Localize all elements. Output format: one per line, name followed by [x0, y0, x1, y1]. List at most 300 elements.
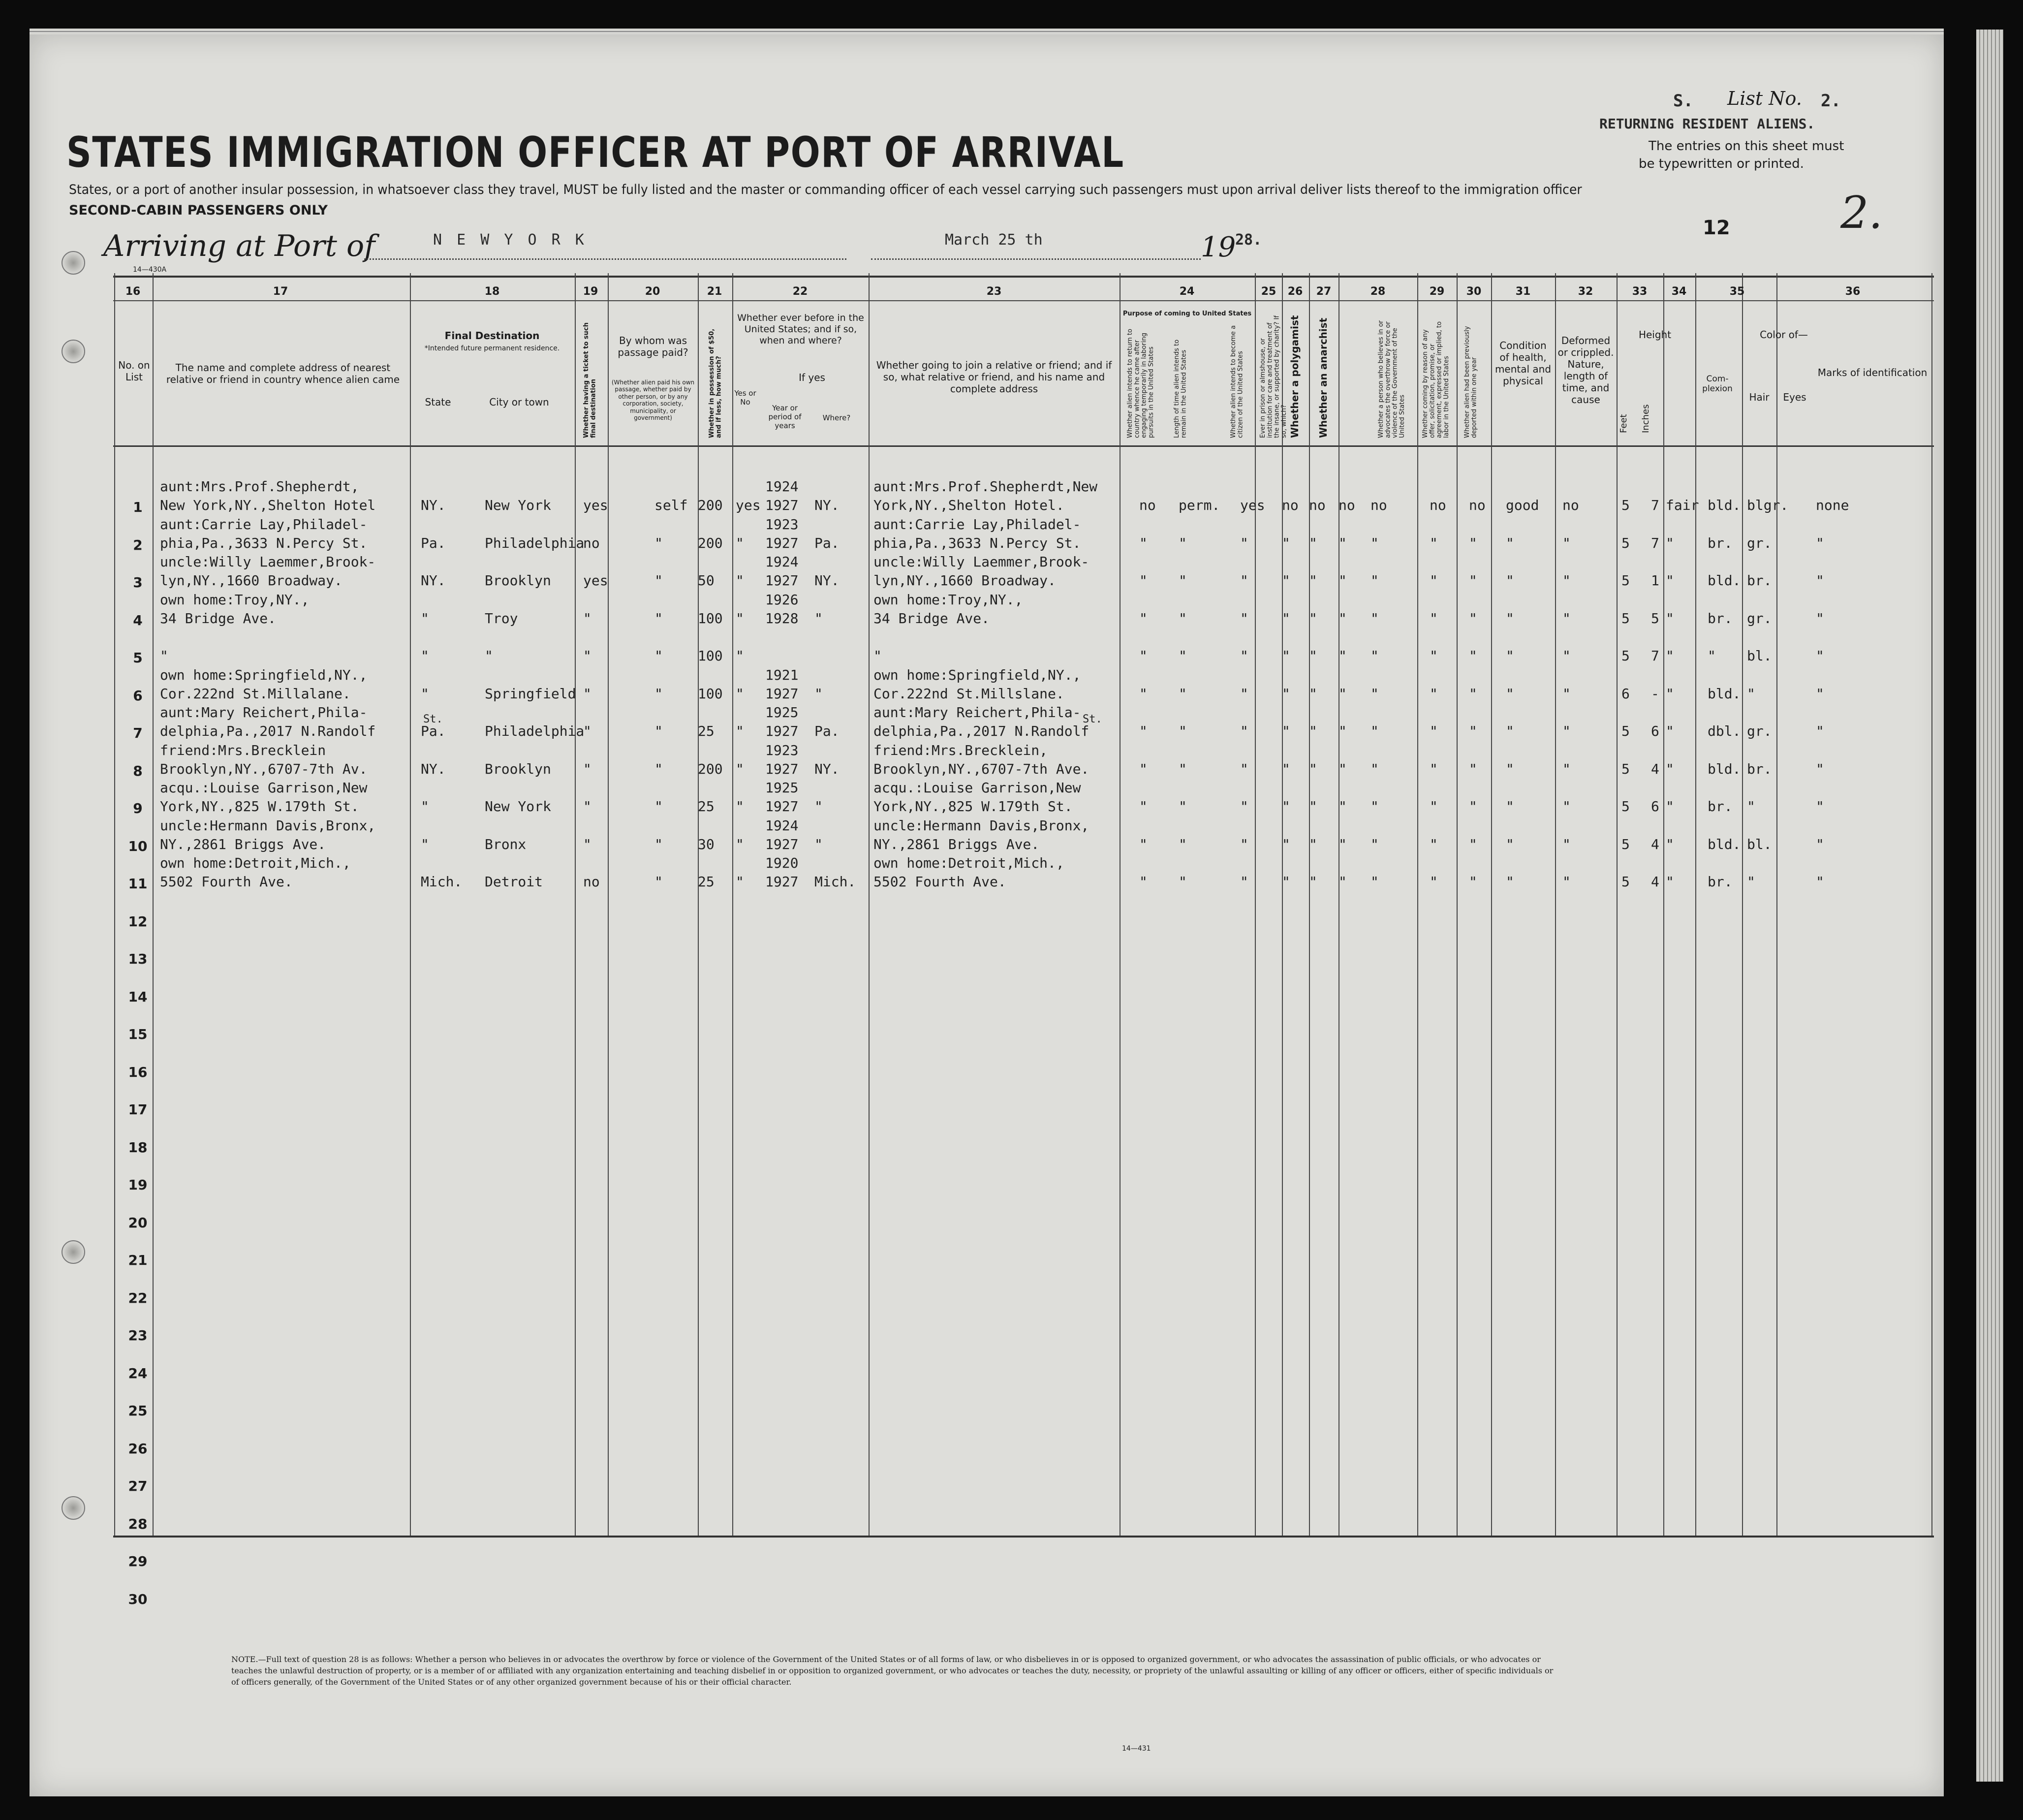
state-cell: NY.	[421, 572, 446, 589]
col-num: 29	[1429, 285, 1445, 298]
state-cell: "	[421, 648, 429, 664]
prison-cell: "	[1282, 723, 1290, 739]
feet-cell: 5	[1621, 534, 1630, 551]
purpose-return-cell: "	[1139, 685, 1148, 702]
contract-cell: "	[1430, 685, 1438, 702]
purpose-length-cell: "	[1179, 534, 1187, 551]
row-number: 19	[128, 1177, 148, 1193]
grid-col-line	[114, 273, 115, 1536]
header-where: Where?	[822, 413, 851, 422]
grid-col-line	[698, 273, 699, 1536]
year-to-cell: 1927	[765, 798, 799, 815]
paid-by-cell: "	[654, 723, 663, 739]
col-num: 32	[1578, 285, 1593, 298]
question28-cell: "	[1370, 648, 1379, 664]
date-underline	[871, 258, 1201, 260]
money-cell: 25	[698, 798, 715, 815]
year-value: 28.	[1235, 231, 1262, 249]
header-passage-note: (Whether alien paid his own passage, whether paid by other person, or by any corporation, society, municipality, or government)	[611, 379, 695, 421]
grid-col-line	[1417, 273, 1418, 1536]
purpose-length-cell: "	[1179, 648, 1187, 664]
hair-cell: bld.	[1708, 497, 1741, 513]
marks-cell: "	[1816, 685, 1824, 702]
state-cell: "	[421, 798, 429, 815]
health-cell: good	[1506, 497, 1539, 513]
row-number: 20	[128, 1214, 148, 1231]
deformed-cell: "	[1562, 610, 1571, 627]
row-number: 17	[128, 1101, 148, 1118]
polygamist-cell: "	[1309, 572, 1317, 589]
hair-cell: bld.	[1708, 760, 1741, 777]
hair-cell: bld.	[1708, 572, 1741, 589]
handwritten-mark: 2.	[1840, 187, 1883, 239]
join-line-1: friend:Mrs.Brecklein,	[873, 742, 1048, 758]
year-to-cell: 1927	[765, 497, 799, 513]
marks-cell: "	[1816, 610, 1824, 627]
col-num: 25	[1261, 285, 1276, 298]
inches-cell: 5	[1651, 610, 1659, 627]
hair-cell: "	[1708, 648, 1716, 664]
grid-col-line	[1931, 273, 1932, 1536]
year-to-cell: 1927	[765, 723, 799, 739]
state-cell: NY.	[421, 497, 446, 513]
header-no-on-list: No. on List	[118, 359, 150, 383]
ticket-cell: "	[583, 760, 591, 777]
purpose-citizen-cell: "	[1240, 572, 1248, 589]
date-value: March 25 th	[945, 231, 1043, 249]
row-number: 21	[128, 1252, 148, 1268]
paid-by-cell: "	[654, 648, 663, 664]
col-num: 33	[1632, 285, 1648, 298]
eyes-cell: br.	[1747, 760, 1772, 777]
deported-cell: "	[1469, 610, 1477, 627]
header-purpose-a: Whether alien intends to return to country whence he came after engaging temporarily in laboring pursuits in the United States	[1126, 329, 1155, 438]
complexion-cell: "	[1666, 760, 1674, 777]
purpose-citizen-cell: "	[1240, 723, 1248, 739]
feet-cell: 5	[1621, 723, 1630, 739]
marks-cell: none	[1816, 497, 1849, 513]
form-code-bottom: 14—431	[1122, 1745, 1151, 1753]
deported-cell: "	[1469, 760, 1477, 777]
paid-by-cell: "	[654, 610, 663, 627]
deformed-cell: "	[1562, 572, 1571, 589]
purpose-citizen-cell: "	[1240, 760, 1248, 777]
join-line-2: phia,Pa.,3633 N.Percy St.	[873, 534, 1081, 551]
row-number: 24	[128, 1365, 148, 1381]
join-line-2: NY.,2861 Briggs Ave.	[873, 836, 1040, 852]
row-number: 26	[128, 1440, 148, 1457]
header-ticket: Whether having a ticket to such final destination	[583, 322, 597, 438]
city-cell: "	[485, 648, 493, 664]
join-line-2: delphia,Pa.,2017 N.Randolf	[873, 723, 1089, 739]
page-stack-edge-right	[1976, 30, 2003, 1782]
city-cell: New York	[485, 497, 551, 513]
purpose-length-cell: "	[1179, 798, 1187, 815]
purpose-return-cell: "	[1139, 648, 1148, 664]
purpose-return-cell: "	[1139, 534, 1148, 551]
year-from-cell: 1921	[765, 666, 799, 683]
city-cell: Philadelphia	[485, 534, 585, 551]
where-cell: NY.	[814, 497, 840, 513]
purpose-citizen-cell: "	[1240, 874, 1248, 890]
state-cell: Pa.	[421, 534, 446, 551]
purpose-length-cell: "	[1179, 610, 1187, 627]
question28-cell: "	[1370, 723, 1379, 739]
col-num: 28	[1370, 285, 1386, 298]
page-title: STATES IMMIGRATION OFFICER AT PORT OF ARRIVAL	[66, 128, 1124, 177]
year-from-cell: 1923	[765, 516, 799, 533]
year-to-cell: 1927	[765, 760, 799, 777]
hair-cell: bld.	[1708, 685, 1741, 702]
polygamist-cell: "	[1309, 648, 1317, 664]
ticket-cell: "	[583, 723, 591, 739]
col-num: 34	[1671, 285, 1687, 298]
year-to-cell: 1927	[765, 685, 799, 702]
relative-line-2: New York,NY.,Shelton Hotel	[160, 497, 376, 513]
header-hair: Hair	[1749, 391, 1770, 403]
relative-line-1: acqu.:Louise Garrison,New	[160, 780, 368, 796]
relative-line-2: 5502 Fourth Ave.	[160, 874, 293, 890]
prison-cell: "	[1282, 610, 1290, 627]
row-number: 14	[128, 988, 148, 1005]
anarchist-cell: "	[1338, 685, 1347, 702]
polygamist-cell: no	[1309, 497, 1326, 513]
prison-cell: "	[1282, 874, 1290, 890]
purpose-return-cell: "	[1139, 723, 1148, 739]
year-to-cell: 1927	[765, 836, 799, 852]
col-num: 26	[1287, 285, 1303, 298]
money-cell: 100	[698, 648, 723, 664]
list-label: List No.	[1727, 88, 1802, 109]
eyes-cell: br.	[1747, 572, 1772, 589]
header-state: State	[425, 396, 451, 408]
complexion-cell: "	[1666, 572, 1674, 589]
join-line-2: "	[873, 648, 882, 664]
relative-line-1: own home:Detroit,Mich.,	[160, 855, 351, 871]
eyes-cell: bl.	[1747, 648, 1772, 664]
grid-col-line	[1309, 273, 1310, 1536]
port-underline	[364, 258, 846, 260]
money-cell: 100	[698, 610, 723, 627]
deported-cell: "	[1469, 534, 1477, 551]
complexion-cell: "	[1666, 798, 1674, 815]
col-num: 24	[1179, 285, 1195, 298]
deported-cell: no	[1469, 497, 1486, 513]
anarchist-cell: "	[1338, 836, 1347, 852]
question28-cell: "	[1370, 836, 1379, 852]
year-to-cell: 1927	[765, 572, 799, 589]
port-value: N E W Y O R K	[433, 231, 587, 249]
purpose-length-cell: "	[1179, 685, 1187, 702]
join-line-1: aunt:Carrie Lay,Philadel-	[873, 516, 1081, 533]
deformed-cell: "	[1562, 534, 1571, 551]
health-cell: "	[1506, 685, 1514, 702]
class-line: SECOND-CABIN PASSENGERS ONLY	[69, 203, 328, 218]
money-cell: 200	[698, 534, 723, 551]
deported-cell: "	[1469, 572, 1477, 589]
hair-cell: br.	[1708, 874, 1733, 890]
row-number: 16	[128, 1064, 148, 1080]
row-number: 6	[133, 687, 143, 704]
inches-cell: 4	[1651, 760, 1659, 777]
health-cell: "	[1506, 798, 1514, 815]
join-line-1: own home:Detroit,Mich.,	[873, 855, 1064, 871]
purpose-length-cell: "	[1179, 760, 1187, 777]
paid-by-cell: "	[654, 685, 663, 702]
join-line-1: aunt:Mary Reichert,Phila-	[873, 704, 1081, 721]
deported-cell: "	[1469, 798, 1477, 815]
row-number: 25	[128, 1403, 148, 1419]
grid-col-line	[608, 273, 609, 1536]
complexion-cell: "	[1666, 685, 1674, 702]
purpose-citizen-cell: "	[1240, 534, 1248, 551]
relative-line-2: 34 Bridge Ave.	[160, 610, 277, 627]
entries-note-2: be typewritten or printed.	[1639, 157, 1804, 171]
join-line-1: aunt:Mrs.Prof.Shepherdt,New	[873, 478, 1098, 495]
eyes-cell: "	[1747, 874, 1755, 890]
row-number: 18	[128, 1139, 148, 1156]
city-cell: Brooklyn	[485, 760, 551, 777]
binder-hole	[62, 1496, 85, 1520]
join-line-2: 5502 Fourth Ave.	[873, 874, 1006, 890]
hair-cell: br.	[1708, 610, 1733, 627]
yes-no-cell: "	[736, 798, 744, 815]
paid-by-cell: "	[654, 534, 663, 551]
header-contract: Whether coming by reason of any offer, solicitation, promise, or agreement, expressed or implied, to labor in the United States	[1422, 321, 1450, 438]
purpose-citizen-cell: "	[1240, 685, 1248, 702]
header-deported: Whether alien had been previously deported within one year	[1463, 326, 1478, 438]
col-num: 21	[707, 285, 722, 298]
purpose-length-cell: "	[1179, 836, 1187, 852]
state-cell: NY.	[421, 760, 446, 777]
anarchist-cell: "	[1338, 874, 1347, 890]
deformed-cell: "	[1562, 685, 1571, 702]
hair-cell: dbl.	[1708, 723, 1741, 739]
anarchist-cell: no	[1338, 497, 1355, 513]
yes-no-cell: "	[736, 534, 744, 551]
list-type: RETURNING RESIDENT ALIENS.	[1599, 116, 1815, 132]
row-number: 23	[128, 1327, 148, 1344]
complexion-cell: "	[1666, 836, 1674, 852]
join-line-1: own home:Springfield,NY.,	[873, 666, 1081, 683]
yes-no-cell: "	[736, 685, 744, 702]
inches-cell: 6	[1651, 798, 1659, 815]
paid-by-cell: self	[654, 497, 688, 513]
grid-body-line	[113, 445, 1934, 447]
deformed-cell: "	[1562, 874, 1571, 890]
money-cell: 25	[698, 723, 715, 739]
grid-col-line	[1695, 273, 1696, 1536]
inches-cell: 4	[1651, 836, 1659, 852]
purpose-return-cell: "	[1139, 798, 1148, 815]
contract-cell: "	[1430, 798, 1438, 815]
contract-cell: "	[1430, 572, 1438, 589]
header-if-yes: If yes	[799, 372, 825, 383]
health-cell: "	[1506, 874, 1514, 890]
feet-cell: 5	[1621, 798, 1630, 815]
header-yes-no: Yes or No	[734, 389, 756, 407]
health-cell: "	[1506, 610, 1514, 627]
anarchist-cell: "	[1338, 648, 1347, 664]
marks-cell: "	[1816, 648, 1824, 664]
binder-hole	[62, 1240, 85, 1264]
anarchist-cell: "	[1338, 610, 1347, 627]
grid-col-line	[1338, 273, 1339, 1536]
yes-no-cell: "	[736, 874, 744, 890]
money-cell: 100	[698, 685, 723, 702]
complexion-cell: "	[1666, 723, 1674, 739]
join-line-2: Cor.222nd St.Millslane.	[873, 685, 1064, 702]
state-cell: "	[421, 836, 429, 852]
inches-cell: 7	[1651, 534, 1659, 551]
grid-col-line	[575, 273, 576, 1536]
relative-line-1: uncle:Willy Laemmer,Brook-	[160, 554, 376, 570]
anarchist-cell: "	[1338, 534, 1347, 551]
purpose-length-cell: perm.	[1179, 497, 1220, 513]
row-number: 3	[133, 574, 143, 591]
year-to-cell: 1928	[765, 610, 799, 627]
grid-col-line	[1282, 273, 1283, 1536]
row-number: 8	[133, 762, 143, 779]
deformed-cell: "	[1562, 760, 1571, 777]
deformed-cell: "	[1562, 723, 1571, 739]
purpose-length-cell: "	[1179, 874, 1187, 890]
deformed-cell: "	[1562, 648, 1571, 664]
year-to-cell: 1927	[765, 534, 799, 551]
purpose-return-cell: "	[1139, 836, 1148, 852]
grid-col-line	[153, 273, 154, 1536]
feet-cell: 5	[1621, 648, 1630, 664]
join-line-1: own home:Troy,NY.,	[873, 591, 1023, 608]
inches-cell: 7	[1651, 497, 1659, 513]
header-question28: Whether a person who believes in or advocates the overthrow by force or violence of the Government of the United States	[1377, 320, 1406, 438]
arriving-label: Arriving at Port of	[103, 229, 375, 263]
ticket-cell: "	[583, 836, 591, 852]
header-eyes: Eyes	[1783, 391, 1806, 403]
sheet-number: 12	[1703, 217, 1730, 239]
ticket-cell: no	[583, 874, 600, 890]
entries-note-1: The entries on this sheet must	[1649, 139, 1844, 154]
manifest-sheet	[30, 34, 1944, 1796]
eyes-cell: bl.	[1747, 836, 1772, 852]
relative-line-2: York,NY.,825 W.179th St.	[160, 798, 359, 815]
health-cell: "	[1506, 723, 1514, 739]
complexion-cell: "	[1666, 610, 1674, 627]
relative-line-2: "	[160, 648, 168, 664]
city-cell: Brooklyn	[485, 572, 551, 589]
header-marks: Marks of identification	[1817, 367, 1928, 378]
header-final-destination: Final Destination	[444, 330, 540, 342]
col-num: 36	[1845, 285, 1861, 298]
ticket-cell: "	[583, 610, 591, 627]
yes-no-cell: "	[736, 572, 744, 589]
purpose-length-cell: "	[1179, 723, 1187, 739]
inches-cell: -	[1651, 685, 1659, 702]
yes-no-cell: "	[736, 760, 744, 777]
year-from-cell: 1923	[765, 742, 799, 758]
row-number: 15	[128, 1026, 148, 1042]
relative-line-1: own home:Springfield,NY.,	[160, 666, 368, 683]
inches-cell: 7	[1651, 648, 1659, 664]
where-cell: "	[814, 836, 823, 852]
year-from-cell: 1924	[765, 817, 799, 834]
where-cell: "	[814, 685, 823, 702]
inches-cell: 6	[1651, 723, 1659, 739]
col-num: 31	[1515, 285, 1531, 298]
row-number: 5	[133, 650, 143, 666]
prison-cell: "	[1282, 685, 1290, 702]
where-cell: Pa.	[814, 723, 840, 739]
year-from-cell: 1926	[765, 591, 799, 608]
city-cell: Bronx	[485, 836, 527, 852]
relative-line-1: uncle:Hermann Davis,Bronx,	[160, 817, 376, 834]
prison-cell: "	[1282, 836, 1290, 852]
row-number: 28	[128, 1515, 148, 1532]
grid-col-line	[1776, 273, 1777, 1536]
marks-cell: "	[1816, 572, 1824, 589]
relative-line-1: own home:Troy,NY.,	[160, 591, 310, 608]
inches-cell: 1	[1651, 572, 1659, 589]
ticket-cell: yes	[583, 497, 608, 513]
eyes-cell: gr.	[1747, 534, 1772, 551]
year-from-cell: 1925	[765, 780, 799, 796]
col-num: 16	[125, 285, 141, 298]
anarchist-cell: "	[1338, 760, 1347, 777]
row-number: 30	[128, 1591, 148, 1607]
yes-no-cell: yes	[736, 497, 761, 513]
where-cell: NY.	[814, 760, 840, 777]
header-health: Condition of health, mental and physical	[1494, 340, 1552, 387]
ticket-cell: "	[583, 648, 591, 664]
purpose-citizen-cell: "	[1240, 836, 1248, 852]
grid-col-line	[869, 273, 870, 1536]
ticket-cell: yes	[583, 572, 608, 589]
where-cell: Pa.	[814, 534, 840, 551]
header-height: Height	[1638, 329, 1672, 341]
marks-cell: "	[1816, 874, 1824, 890]
col-num: 17	[273, 285, 288, 298]
polygamist-cell: "	[1309, 836, 1317, 852]
contract-cell: "	[1430, 836, 1438, 852]
relative-line-2: phia,Pa.,3633 N.Percy St.	[160, 534, 368, 551]
col-num: 18	[484, 285, 500, 298]
col-num: 35	[1729, 285, 1745, 298]
paid-by-cell: "	[654, 836, 663, 852]
purpose-return-cell: "	[1139, 572, 1148, 589]
purpose-citizen-cell: "	[1240, 798, 1248, 815]
polygamist-cell: "	[1309, 798, 1317, 815]
question28-cell: "	[1370, 572, 1379, 589]
question28-cell: "	[1370, 874, 1379, 890]
col-num: 23	[986, 285, 1002, 298]
feet-cell: 6	[1621, 685, 1630, 702]
deported-cell: "	[1469, 874, 1477, 890]
row-number: 2	[133, 536, 143, 553]
year-prefix: 19	[1201, 231, 1236, 263]
grid-col-line	[1742, 273, 1743, 1536]
eyes-cell: blgr.	[1747, 497, 1789, 513]
row-number: 11	[128, 876, 148, 892]
feet-cell: 5	[1621, 610, 1630, 627]
purpose-return-cell: no	[1139, 497, 1156, 513]
where-cell: "	[814, 798, 823, 815]
question28-cell: "	[1370, 760, 1379, 777]
prison-cell: "	[1282, 798, 1290, 815]
paid-by-cell: "	[654, 798, 663, 815]
hair-cell: br.	[1708, 798, 1733, 815]
grid-col-line	[1491, 273, 1492, 1536]
purpose-length-cell: "	[1179, 572, 1187, 589]
